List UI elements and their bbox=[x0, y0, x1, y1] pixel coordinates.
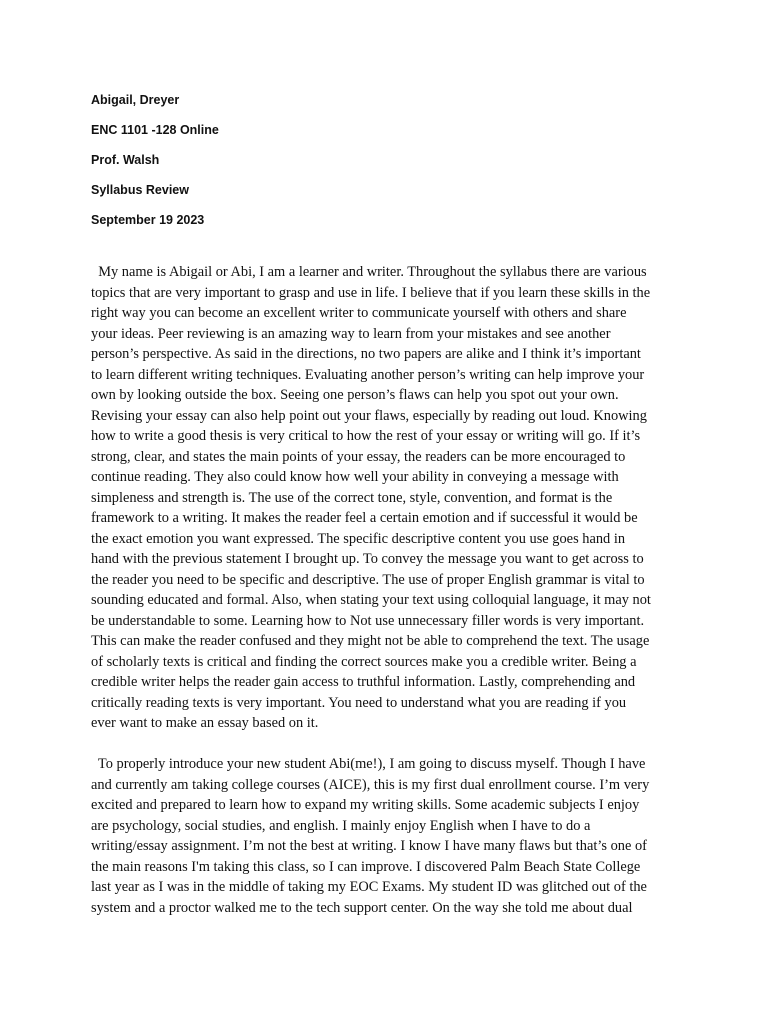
text-line: Revising your essay can also help point out your flaws, especially by reading out loud. Knowing bbox=[91, 407, 647, 424]
document-body bbox=[91, 262, 681, 918]
document-header bbox=[91, 92, 691, 242]
text-line: To properly introduce your new student Abi(me!), I am going to discuss myself. Though I have bbox=[91, 756, 646, 772]
text-line: how to write a good thesis is very critical to how the rest of your essay or writing will go. If it’s bbox=[91, 428, 641, 444]
text-line: system and a proctor walked me to the tech support center. On the way she told me about dual bbox=[91, 899, 633, 916]
author-name: Abigail, Dreyer bbox=[91, 93, 180, 107]
text-line: framework to a writing. It makes the reader feel a certain emotion and if successful it would be bbox=[91, 510, 638, 526]
text-line: ever want to make an essay based on it. bbox=[91, 715, 319, 731]
body-paragraph bbox=[91, 754, 681, 918]
text-line: and currently am taking college courses (AICE), this is my first dual enrollment course. I’m very bbox=[91, 776, 650, 793]
text-line: be understandable to some. Learning how to Not use unnecessary filler words is very important. bbox=[91, 612, 645, 629]
text-line: This can make the reader confused and they might not be able to comprehend the text. The usage bbox=[91, 633, 650, 649]
text-line: simpleness and strength is. The use of the correct tone, style, convention, and format is the bbox=[91, 489, 613, 506]
text-line: credible writer helps the reader gain access to truthful information. Lastly, comprehending and bbox=[91, 674, 636, 690]
text-line: own by looking outside the box. Seeing one person’s flaws can help you spot out your own. bbox=[91, 387, 619, 403]
document-date: September 19 2023 bbox=[91, 213, 205, 227]
text-line: sounding educated and formal. Also, when stating your text using colloquial language, it may not bbox=[91, 592, 651, 608]
text-line: the exact emotion you want expressed. The specific descriptive content you use goes hand in bbox=[91, 530, 626, 547]
text-line: continue reading. They also could know how well your ability in conveying a message with bbox=[91, 469, 619, 485]
text-line: to learn different writing techniques. Evaluating another person’s writing can help improve your bbox=[91, 366, 645, 383]
text-line: My name is Abigail or Abi, I am a learner and writer. Throughout the syllabus there are various bbox=[91, 264, 647, 280]
text-line: strong, clear, and states the main points of your essay, the readers can be more encouraged to bbox=[91, 448, 626, 465]
text-line: topics that are very important to grasp and use in life. I believe that if you learn these skills in the bbox=[91, 284, 651, 301]
text-line: excited and prepared to learn how to expand my writing skills. Some academic subjects I enjoy bbox=[91, 797, 640, 813]
text-line: last year as I was in the middle of taking my EOC Exams. My student ID was glitched out of the bbox=[91, 879, 647, 895]
text-line: critically reading texts is very important. You need to understand what you are reading if you bbox=[91, 694, 627, 711]
text-line: the main reasons I'm taking this class, so I can improve. I discovered Palm Beach State College bbox=[91, 858, 641, 875]
professor-name: Prof. Walsh bbox=[91, 153, 160, 167]
assignment-title: Syllabus Review bbox=[91, 183, 189, 197]
text-line: hand with the previous statement I brought up. To convey the message you want to get across to bbox=[91, 551, 644, 567]
text-line: person’s perspective. As said in the directions, no two papers are alike and I think it’s important bbox=[91, 346, 641, 362]
text-line: of scholarly texts is critical and finding the correct sources make you a credible writer. Being a bbox=[91, 653, 637, 670]
text-line: are psychology, social studies, and english. I mainly enjoy English when I have to do a bbox=[91, 817, 591, 834]
text-line: writing/essay assignment. I’m not the best at writing. I know I have many flaws but that’s one of bbox=[91, 838, 647, 854]
text-line: the reader you need to be specific and descriptive. The use of proper English grammar is vital to bbox=[91, 571, 645, 588]
text-line: right way you can become an excellent writer to communicate yourself with others and share bbox=[91, 305, 627, 321]
text-line: your ideas. Peer reviewing is an amazing way to learn from your mistakes and see another bbox=[91, 325, 611, 342]
body-paragraph bbox=[91, 262, 681, 734]
course-code: ENC 1101 -128 Online bbox=[91, 123, 219, 137]
